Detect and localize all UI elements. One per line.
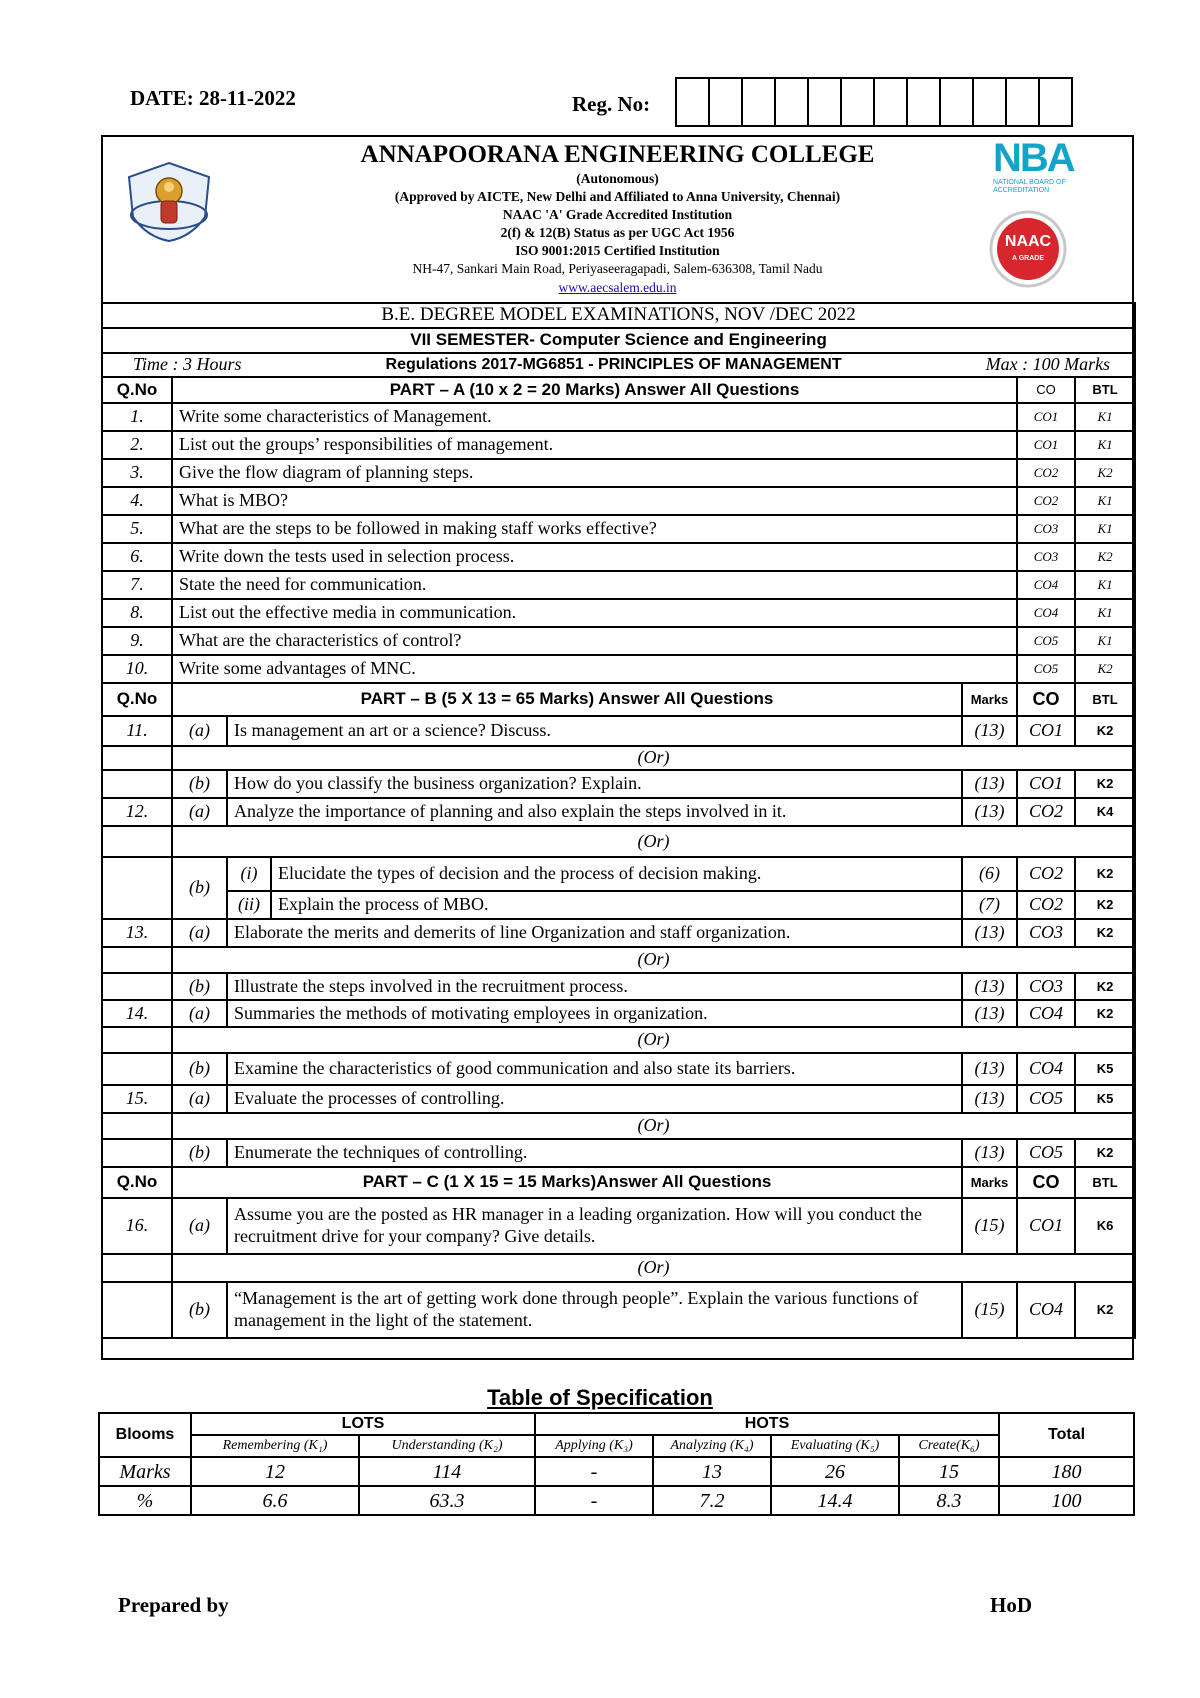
part-b-btl-header: BTL [1075,683,1135,716]
question-number: 11. [102,716,172,746]
table-row [102,1198,1135,1254]
question-sub: (a) [172,798,227,826]
part-a-header-row [102,377,1135,403]
question-marks: (13) [962,919,1017,947]
question-co: CO4 [1017,1053,1075,1085]
spec-level-header: Applying (K₃) [535,1435,653,1457]
semester-row [102,328,1135,353]
question-number: 15. [102,1085,172,1113]
question-number: 4. [102,487,172,515]
part-b-co-header: CO [1017,683,1075,716]
prepared-by-label: Prepared by [118,1593,229,1617]
table-row [102,403,1135,431]
college-website-link[interactable]: www.aecsalem.edu.in [558,280,677,295]
question-text: Illustrate the steps involved in the recruitment process. [227,973,962,1000]
empty-cell [102,1113,172,1139]
table-row [102,487,1135,515]
exam-meta-row [102,353,1135,377]
table-row [102,459,1135,487]
spec-cell: 8.3 [899,1486,999,1515]
question-text: Write some advantages of MNC. [172,655,1017,683]
empty-cell [102,826,172,857]
table-row [102,770,1135,798]
question-marks: (13) [962,798,1017,826]
spec-table-title: Table of Specification [487,1385,713,1410]
approval-line: (Approved by AICTE, New Delhi and Affiliated to Anna University, Chennai) [394,189,841,204]
question-btl: K2 [1075,770,1135,798]
ugc-line: 2(f) & 12(B) Status as per UGC Act 1956 [500,225,735,240]
empty-cell [102,746,172,770]
question-number: 9. [102,627,172,655]
table-row [102,515,1135,543]
question-text: List out the effective media in communication. [172,599,1017,627]
spec-blooms-header: Blooms [99,1413,191,1457]
question-number: 14. [102,1000,172,1027]
spec-cell: 114 [359,1457,535,1486]
question-co: CO5 [1017,627,1075,655]
college-header [103,137,1132,303]
table-row [102,1282,1135,1338]
question-sub: (b) [172,1139,227,1167]
question-co: CO1 [1017,1198,1075,1254]
question-sub: (a) [172,1085,227,1113]
question-subpart: (ii) [227,891,271,919]
question-btl: K2 [1075,1282,1135,1338]
nba-logo [993,137,1083,201]
or-row [102,746,1135,770]
question-number: 2. [102,431,172,459]
reg-no-label: Reg. No: [572,92,651,116]
question-btl: K4 [1075,798,1135,826]
or-row [102,947,1135,973]
question-co: CO1 [1017,716,1075,746]
nba-logo-text: NBA [993,136,1074,180]
question-marks: (13) [962,1139,1017,1167]
or-row [102,1113,1135,1139]
table-row [102,1085,1135,1113]
question-co: CO4 [1017,599,1075,627]
question-marks: (13) [962,1085,1017,1113]
question-number: 16. [102,1198,172,1254]
reg-no-box[interactable] [1040,79,1073,125]
question-btl: K1 [1075,487,1135,515]
table-row [102,1000,1135,1027]
question-text: List out the groups’ responsibilities of management. [172,431,1017,459]
spec-total-cell: 100 [999,1486,1134,1515]
question-btl: K6 [1075,1198,1135,1254]
or-label: (Or) [172,1027,1135,1053]
exam-regulations: Regulations 2017-MG6851 - PRINCIPLES OF MANAGEMENT [385,356,842,374]
question-marks: (6) [962,857,1017,891]
empty-cell [102,973,172,1000]
table-row [102,1053,1135,1085]
reg-no-box[interactable] [974,79,1007,125]
empty-cell [102,770,172,798]
question-number: 6. [102,543,172,571]
spec-level-header: Create(K₆) [899,1435,999,1457]
question-btl: K1 [1075,403,1135,431]
table-row [102,627,1135,655]
question-text: What is MBO? [172,487,1017,515]
empty-cell [102,1027,172,1053]
table-row [102,1139,1135,1167]
semester-line: VII SEMESTER- Computer Science and Engineering [102,328,1135,353]
question-co: CO3 [1017,919,1075,947]
question-marks: (13) [962,1000,1017,1027]
question-co: CO2 [1017,857,1075,891]
part-b-header-row [102,683,1135,716]
question-btl: K2 [1075,655,1135,683]
question-marks: (15) [962,1282,1017,1338]
table-row [102,973,1135,1000]
spec-cell: 26 [771,1457,899,1486]
spec-cell: 7.2 [653,1486,771,1515]
reg-no-box[interactable] [1007,79,1040,125]
part-c-btl-header: BTL [1075,1167,1135,1198]
or-label: (Or) [172,947,1135,973]
question-text: Assume you are the posted as HR manager in a leading organization. How will you conduct the recruitment drive for your company? Give details. [227,1198,962,1254]
exam-title: B.E. DEGREE MODEL EXAMINATIONS, NOV /DEC 2022 [102,303,1135,328]
spec-total-header: Total [999,1413,1134,1457]
question-sub: (a) [172,1198,227,1254]
question-text: What are the steps to be followed in making staff works effective? [172,515,1017,543]
nba-logo-caption: NATIONAL BOARD OF ACCREDITATION [993,179,1066,194]
empty-cell [102,1139,172,1167]
spec-cell: 15 [899,1457,999,1486]
table-row [102,891,1135,919]
question-co: CO2 [1017,459,1075,487]
question-btl: K2 [1075,459,1135,487]
spec-level-header: Understanding (K₂) [359,1435,535,1457]
question-btl: K2 [1075,1139,1135,1167]
empty-cell [102,1282,172,1338]
question-co: CO3 [1017,543,1075,571]
question-btl: K1 [1075,599,1135,627]
question-co: CO2 [1017,891,1075,919]
part-b-title: PART – B (5 X 13 = 65 Marks) Answer All Questions [172,683,962,716]
or-label: (Or) [172,1113,1135,1139]
question-btl: K2 [1075,1000,1135,1027]
exam-meta-cell [102,353,1135,377]
question-btl: K1 [1075,627,1135,655]
naac-logo-text: NAAC [1004,233,1052,250]
table-row [102,599,1135,627]
reg-no-box[interactable] [743,79,776,125]
question-number: 5. [102,515,172,543]
question-co: CO2 [1017,487,1075,515]
spec-level-header: Remembering (K₁) [191,1435,359,1457]
question-number: 13. [102,919,172,947]
reg-no-box[interactable] [842,79,875,125]
question-btl: K2 [1075,716,1135,746]
question-btl: K2 [1075,543,1135,571]
spec-row-label: Marks [99,1457,191,1486]
question-text: State the need for communication. [172,571,1017,599]
spec-level-row [99,1435,1134,1457]
question-btl: K2 [1075,857,1135,891]
question-sub: (b) [172,770,227,798]
question-number: 3. [102,459,172,487]
table-row [102,571,1135,599]
question-sub: (b) [172,1053,227,1085]
table-row [102,543,1135,571]
spec-cell: 12 [191,1457,359,1486]
college-name: ANNAPOORANA ENGINEERING COLLEGE [360,141,875,168]
reg-no-box[interactable] [908,79,941,125]
spec-percent-row [99,1486,1134,1515]
question-text: Explain the process of MBO. [271,891,962,919]
reg-no-box[interactable] [776,79,809,125]
or-label: (Or) [172,1254,1135,1282]
naac-grade-text: A GRADE [1011,255,1045,262]
question-sub: (a) [172,919,227,947]
question-table [101,302,1136,1339]
spec-table [98,1412,1135,1516]
spec-level-header: Analyzing (K₄) [653,1435,771,1457]
reg-no-box[interactable] [710,79,743,125]
question-btl: K2 [1075,973,1135,1000]
spec-lots-header: LOTS [191,1413,535,1435]
question-co: CO2 [1017,798,1075,826]
question-number: 12. [102,798,172,826]
part-c-title: PART – C (1 X 15 = 15 Marks)Answer All Questions [172,1167,962,1198]
part-c-co-header: CO [1017,1167,1075,1198]
part-a-qno-header: Q.No [102,377,172,403]
question-co: CO5 [1017,1085,1075,1113]
question-co: CO1 [1017,770,1075,798]
spec-level-header: Evaluating (K₅) [771,1435,899,1457]
question-marks: (7) [962,891,1017,919]
spec-cell: 6.6 [191,1486,359,1515]
question-co: CO4 [1017,1000,1075,1027]
part-a-questions [102,403,1135,683]
question-co: CO4 [1017,1282,1075,1338]
question-text: Summaries the methods of motivating employees in organization. [227,1000,962,1027]
or-row [102,826,1135,857]
question-text: How do you classify the business organization? Explain. [227,770,962,798]
spec-header-row [99,1413,1134,1435]
question-number: 7. [102,571,172,599]
empty-cell [102,1053,172,1085]
question-btl: K2 [1075,891,1135,919]
question-marks: (13) [962,973,1017,1000]
exam-max-marks: Max : 100 Marks [985,354,1111,375]
naac-logo [988,209,1068,289]
question-text: Give the flow diagram of planning steps. [172,459,1017,487]
part-b-qno-header: Q.No [102,683,172,716]
question-co: CO5 [1017,655,1075,683]
reg-no-box[interactable] [677,79,710,125]
or-row [102,1027,1135,1053]
exam-date: DATE: 28-11-2022 [130,86,296,110]
question-sub: (a) [172,1000,227,1027]
or-label: (Or) [172,826,1135,857]
exam-time: Time : 3 Hours [133,354,242,375]
spec-row-label: % [99,1486,191,1515]
reg-no-boxes[interactable] [675,77,1073,127]
reg-no-box[interactable] [875,79,908,125]
spec-cell: 13 [653,1457,771,1486]
question-btl: K5 [1075,1053,1135,1085]
question-text: Elucidate the types of decision and the process of decision making. [271,857,962,891]
question-sub: (b) [172,973,227,1000]
table-row [102,716,1135,746]
question-marks: (13) [962,770,1017,798]
table-row [102,655,1135,683]
question-text: What are the characteristics of control? [172,627,1017,655]
spec-marks-row [99,1457,1134,1486]
reg-no-box[interactable] [809,79,842,125]
question-text: Evaluate the processes of controlling. [227,1085,962,1113]
spec-total-cell: 180 [999,1457,1134,1486]
table-row [102,919,1135,947]
question-text: Write some characteristics of Management. [172,403,1017,431]
spec-cell: - [535,1457,653,1486]
question-text: Elaborate the merits and demerits of line Organization and staff organization. [227,919,962,947]
question-sub: (b) [172,857,227,919]
spec-cell: 14.4 [771,1486,899,1515]
question-co: CO1 [1017,431,1075,459]
question-co: CO1 [1017,403,1075,431]
question-co: CO4 [1017,571,1075,599]
question-text: Analyze the importance of planning and also explain the steps involved in it. [227,798,962,826]
spec-cell: 63.3 [359,1486,535,1515]
spec-cell: - [535,1486,653,1515]
question-number: 8. [102,599,172,627]
question-subpart: (i) [227,857,271,891]
question-marks: (13) [962,1053,1017,1085]
question-text: Write down the tests used in selection process. [172,543,1017,571]
question-number: 1. [102,403,172,431]
part-a-title: PART – A (10 x 2 = 20 Marks) Answer All Questions [172,377,1017,403]
question-co: CO3 [1017,515,1075,543]
naac-line: NAAC 'A' Grade Accredited Institution [502,207,733,222]
question-co: CO5 [1017,1139,1075,1167]
question-btl: K2 [1075,919,1135,947]
part-c-marks-header: Marks [962,1167,1017,1198]
or-label: (Or) [172,746,1135,770]
part-a-btl-header: BTL [1075,377,1135,403]
question-text: “Management is the art of getting work done through people”. Explain the various functions of management in the light of the statement. [227,1282,962,1338]
question-btl: K1 [1075,571,1135,599]
iso-line: ISO 9001:2015 Certified Institution [515,243,720,258]
table-row [102,857,1135,891]
reg-no-box[interactable] [941,79,974,125]
question-text: Is management an art or a science? Discuss. [227,716,962,746]
question-btl: K1 [1075,431,1135,459]
question-btl: K5 [1075,1085,1135,1113]
hod-label: HoD [990,1593,1032,1617]
empty-cell [102,947,172,973]
question-text: Examine the characteristics of good communication and also state its barriers. [227,1053,962,1085]
question-sub: (a) [172,716,227,746]
empty-cell [102,1254,172,1282]
part-a-co-header: CO [1017,377,1075,403]
question-btl: K1 [1075,515,1135,543]
question-sub: (b) [172,1282,227,1338]
question-text: Enumerate the techniques of controlling. [227,1139,962,1167]
question-co: CO3 [1017,973,1075,1000]
table-row [102,431,1135,459]
exam-title-row [102,303,1135,328]
part-b-marks-header: Marks [962,683,1017,716]
question-marks: (13) [962,716,1017,746]
question-number: 10. [102,655,172,683]
autonomous-line: (Autonomous) [576,171,659,186]
empty-cell [102,857,172,919]
question-marks: (15) [962,1198,1017,1254]
or-row [102,1254,1135,1282]
spec-hots-header: HOTS [535,1413,999,1435]
table-row [102,798,1135,826]
college-address: NH-47, Sankari Main Road, Periyaseeragapadi, Salem-636308, Tamil Nadu [412,261,823,276]
part-c-qno-header: Q.No [102,1167,172,1198]
part-c-header-row [102,1167,1135,1198]
